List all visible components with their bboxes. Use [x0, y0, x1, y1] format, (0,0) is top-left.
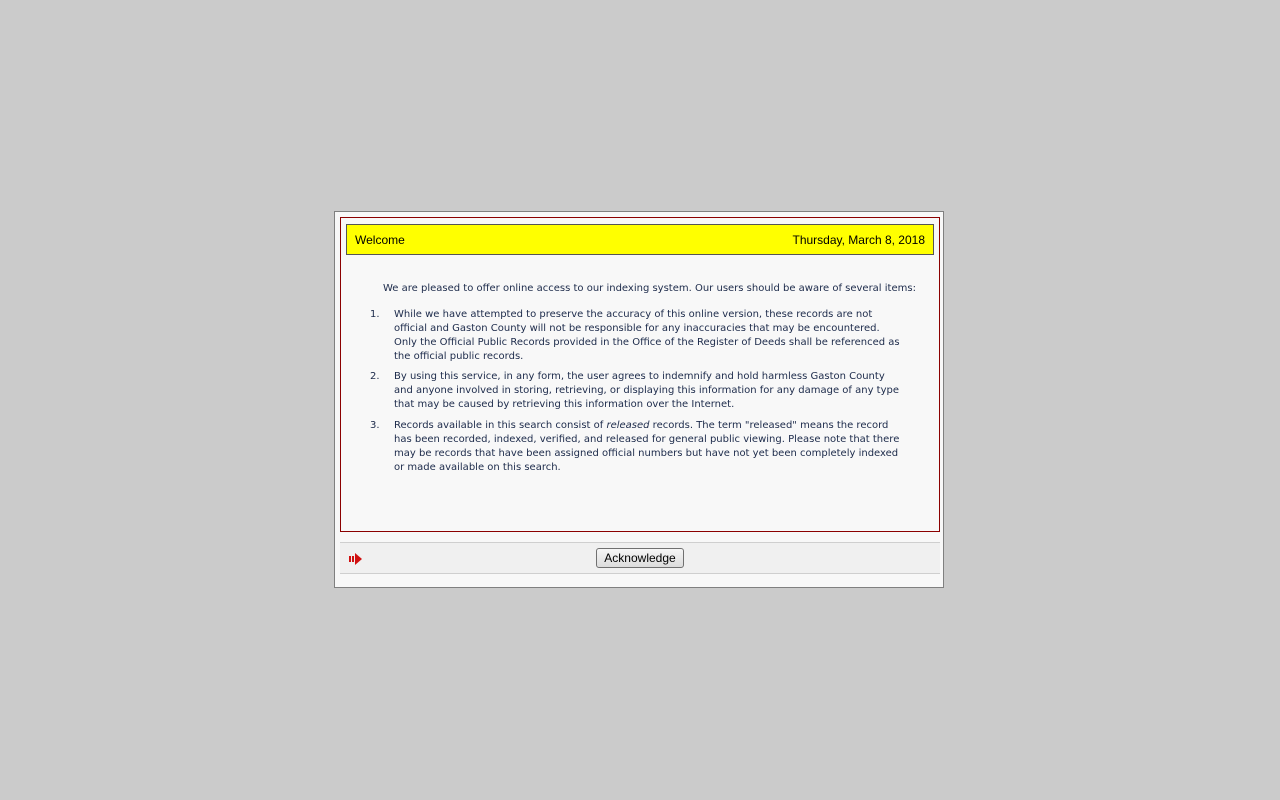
red-arrow-icon — [349, 552, 363, 564]
item-line: or made available on this search. — [394, 462, 561, 473]
item-number: 2. — [370, 371, 380, 382]
item-line: By using this service, in any form, the user agrees to indemnify and hold harmless Gaston County — [394, 371, 885, 382]
item-text — [394, 308, 900, 364]
item-number: 3. — [370, 420, 380, 431]
item-line-pre: Records available in this search consist of — [394, 420, 607, 431]
released-emphasis: released — [606, 420, 650, 431]
item-line: that may be caused by retrieving this information over the Internet. — [394, 399, 735, 410]
header-title: Welcome — [355, 232, 405, 247]
item-line: Only the Official Public Records provided in the Office of the Register of Deeds shall be referenced as — [394, 337, 900, 348]
footer-bar — [340, 542, 940, 574]
item-line-post: records. The term "released" means the record — [649, 420, 889, 431]
header-date: Thursday, March 8, 2018 — [792, 232, 925, 247]
item-line: may be records that have been assigned official numbers but have not yet been completely indexed — [394, 448, 899, 459]
item-line: official and Gaston County will not be responsible for any inaccuracies that may be encountered. — [394, 323, 880, 334]
item-line: and anyone involved in storing, retrieving, or displaying this information for any damage of any type — [394, 385, 900, 396]
notice-intro: We are pleased to offer online access to our indexing system. Our users should be aware of several items: — [383, 283, 916, 294]
item-line — [394, 419, 894, 433]
item-text — [394, 419, 900, 475]
notice-frame — [340, 217, 940, 532]
welcome-dialog — [334, 211, 944, 588]
item-number: 1. — [370, 309, 380, 320]
header-bar — [346, 224, 934, 255]
item-line: While we have attempted to preserve the accuracy of this online version, these records are not — [394, 309, 873, 320]
item-line: has been recorded, indexed, verified, and released for general public viewing. Please note that there — [394, 434, 900, 445]
item-text — [394, 370, 900, 412]
item-line: the official public records. — [394, 351, 524, 362]
acknowledge-button[interactable]: Acknowledge — [596, 548, 684, 568]
